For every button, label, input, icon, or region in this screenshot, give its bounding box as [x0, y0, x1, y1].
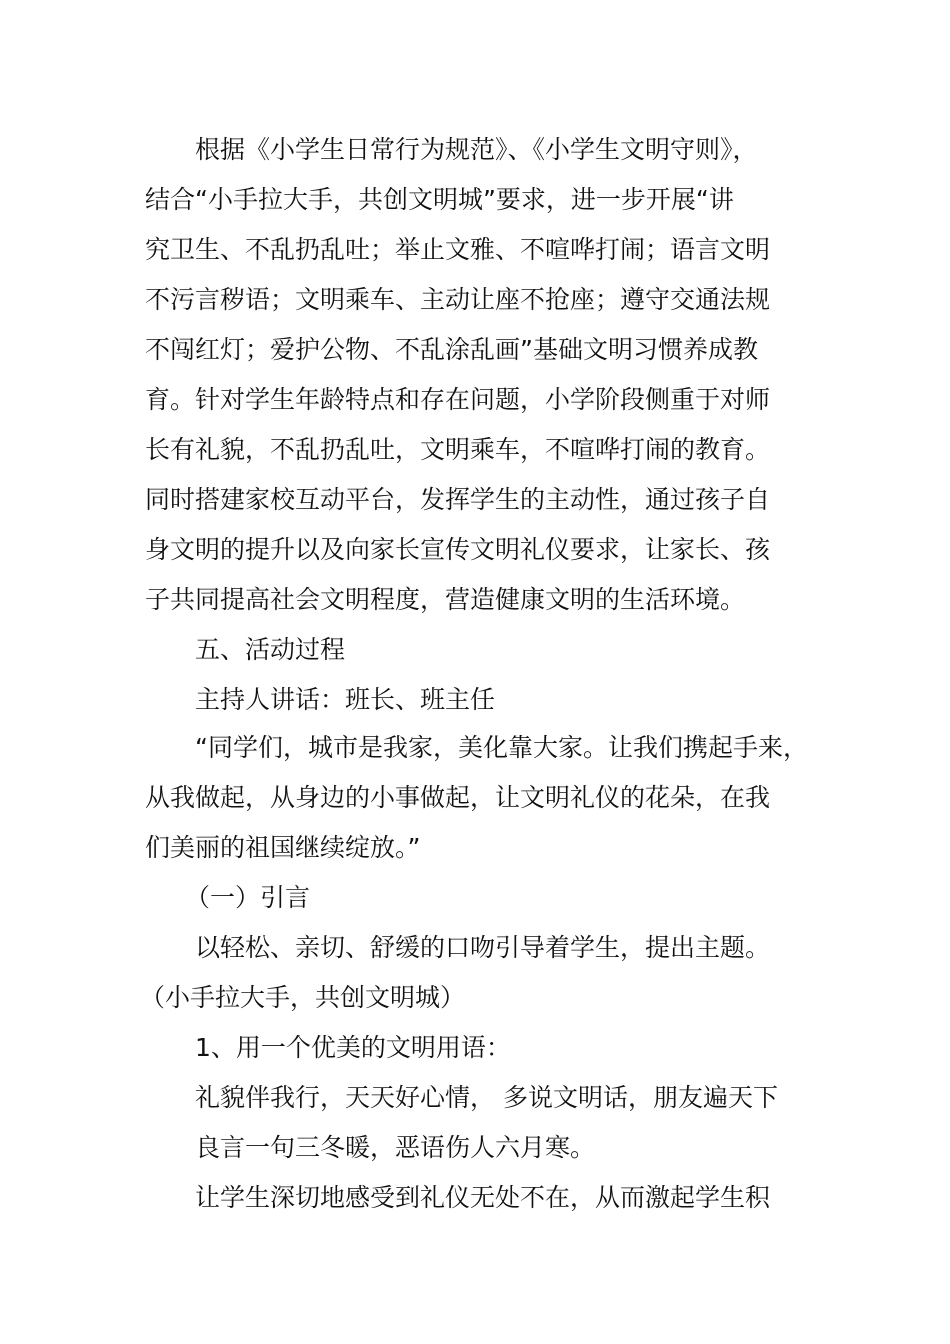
paragraph-line: 主持人讲话：班长、班主任	[195, 685, 496, 714]
paragraph-line: 让学生深切地感受到礼仪无处不在，从而激起学生积	[195, 1183, 771, 1212]
paragraph-line: 身文明的提升以及向家长宣传文明礼仪要求，让家长、孩	[145, 535, 771, 564]
paragraph-line: 不闯红灯；爱护公物、不乱涂乱画”基础文明习惯养成教	[145, 335, 758, 364]
paragraph-line: 结合“小手拉大手，共创文明城”要求，进一步开展“讲	[145, 185, 734, 214]
paragraph-line: 礼貌伴我行，天天好心情， 多说文明话，朋友遍天下	[195, 1083, 778, 1112]
paragraph-line: 根据《小学生日常行为规范》、《小学生文明守则》，	[195, 135, 758, 164]
paragraph-line: 以轻松、亲切、舒缓的口吻引导着学生，提出主题。	[195, 933, 771, 962]
quote-line: 们美丽的祖国继续绽放。”	[145, 833, 421, 862]
paragraph-line: 良言一句三冬暖，恶语伤人六月寒。	[195, 1133, 596, 1162]
paragraph-line: （小手拉大手，共创文明城）	[140, 983, 466, 1012]
paragraph-line: 育。针对学生年龄特点和存在问题，小学阶段侧重于对师	[145, 385, 771, 414]
subsection-heading: （一）引言	[185, 883, 311, 912]
paragraph-line: 不污言秽语；文明乘车、主动让座不抢座；遵守交通法规	[145, 285, 771, 314]
quote-line: “同学们，城市是我家，美化靠大家。让我们携起手来，	[195, 733, 808, 762]
quote-line: 从我做起，从身边的小事做起，让文明礼仪的花朵，在我	[145, 783, 771, 812]
paragraph-line: 长有礼貌，不乱扔乱吐，文明乘车，不喧哗打闹的教育。	[145, 435, 771, 464]
paragraph-line: 究卫生、不乱扔乱吐；举止文雅、不喧哗打闹；语言文明	[145, 235, 771, 264]
section-heading: 五、活动过程	[195, 635, 346, 664]
paragraph-line: 子共同提高社会文明程度，营造健康文明的生活环境。	[145, 585, 746, 614]
paragraph-line: 同时搭建家校互动平台，发挥学生的主动性，通过孩子自	[145, 485, 771, 514]
list-item: 1、用一个优美的文明用语：	[195, 1033, 511, 1062]
